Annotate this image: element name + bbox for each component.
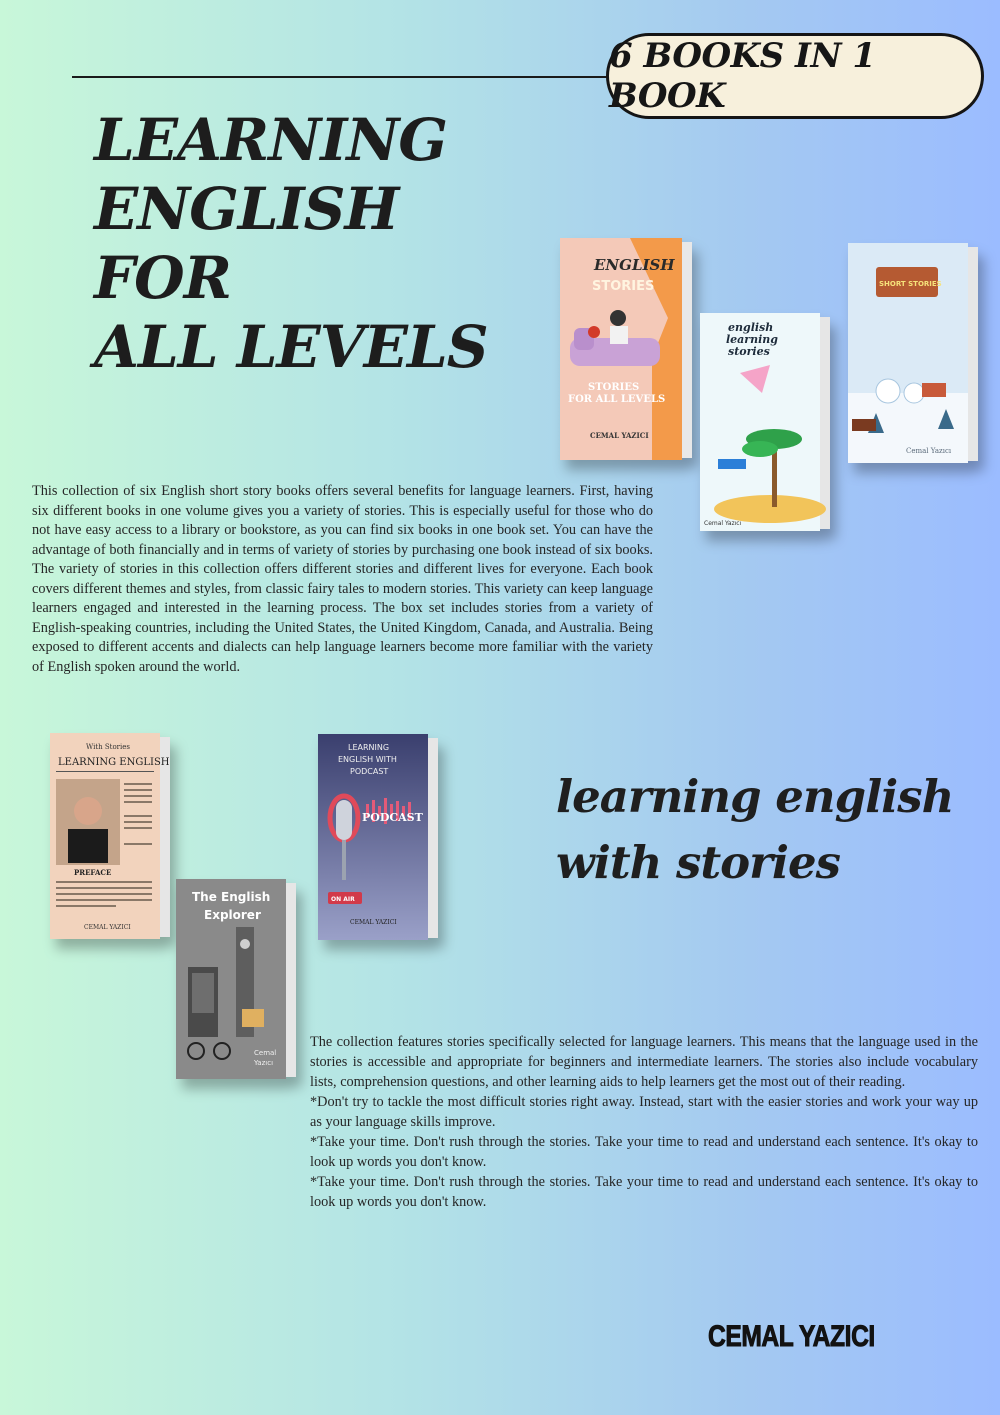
book-podcast-onair: ON AIR xyxy=(331,896,355,903)
book-explorer-line2: Explorer xyxy=(204,908,261,922)
book-learning-line3: stories xyxy=(728,345,770,358)
book-news-preface: PREFACE xyxy=(74,868,112,877)
book-news-title: LEARNING ENGLISH xyxy=(58,757,170,768)
book-english-stories-sub: STORIES xyxy=(592,279,655,294)
book-podcast-label: PODCAST xyxy=(362,811,423,824)
tips-paragraph-2: *Don't try to tackle the most difficult stories right away. Instead, start with the easier stories and work your way up as your language skills improve. xyxy=(310,1094,978,1130)
tips-paragraph-4: *Take your time. Don't rush through the stories. Take your time to read and understand each sentence. It's okay to look up words you don't know. xyxy=(310,1174,978,1210)
book-winter-sign: SHORT STORIES xyxy=(879,280,942,288)
book-winter-author: Cemal Yazıcı xyxy=(906,447,952,455)
main-title-line-2: ENGLISH FOR xyxy=(94,175,399,312)
intro-paragraph: This collection of six English short story books offers several benefits for language learners. First, having six different books in one volume gives you a variety of stories. This is especially useful for those who do not have easy access to a library or bookstore, as you can find six books in one book set. You can have the advantage of both financially and in terms of variety of stories by purchasing one book instead of six books. The variety of stories in this collection offers different stories and different lives for everyone. Each book covers different themes and styles, from classic fairy tales to modern stories. This variety can keep language learners engaged and interested in the learning process. The box set includes stories from a variety of English-speaking countries, including the United States, the United Kingdom, Canada, and Australia. Being exposed to different accents and dialects can help language learners become more familiar with the variety of English spoken around the world. xyxy=(32,483,653,675)
header-rule xyxy=(72,76,617,78)
book-learning-author: Cemal Yazıcı xyxy=(704,520,742,527)
book-podcast-line1: LEARNING xyxy=(348,743,390,752)
book-podcast-line3: PODCAST xyxy=(350,767,389,776)
book-english-stories-line2: FOR ALL LEVELS xyxy=(568,394,666,405)
tips-paragraph-1: The collection features stories specifically selected for language learners. This means that the language used in the stories is accessible and appropriate for beginners and intermediate learners. The stories also include vocabulary lists, comprehension questions, and other learning aids to help learners get the most out of their reading. xyxy=(310,1034,978,1090)
book-learning-english-news xyxy=(50,733,172,939)
book-english-learning-stories xyxy=(700,313,832,531)
book-explorer-author1: Cemal xyxy=(254,1049,277,1057)
book-english-explorer xyxy=(176,879,298,1079)
book-learning-line1: english xyxy=(728,321,774,334)
main-title-line-3: ALL LEVELS xyxy=(94,313,488,381)
tips-paragraph-3: *Take your time. Don't rush through the stories. Take your time to read and understand each sentence. It's okay to look up words you don't know. xyxy=(310,1134,978,1170)
book-podcast-line2: ENGLISH WITH xyxy=(338,755,397,764)
book-english-stories-line1: STORIES xyxy=(588,382,640,393)
main-title xyxy=(94,106,554,382)
book-podcast-author: CEMAL YAZICI xyxy=(350,919,397,926)
tips-section xyxy=(310,1032,978,1212)
book-english-stories-author: CEMAL YAZICI xyxy=(590,431,649,440)
author-name: CEMAL YAZICI xyxy=(708,1320,875,1353)
subtitle-line-1: learning english xyxy=(556,770,954,823)
book-winter-stories xyxy=(848,243,980,463)
books-count-badge: 6 BOOKS IN 1 BOOK xyxy=(606,33,984,119)
book-explorer-author2: Yazıcı xyxy=(254,1059,274,1067)
book-explorer-line1: The English xyxy=(192,890,271,904)
subtitle-line-2: with stories xyxy=(556,836,840,889)
book-news-top: With Stories xyxy=(86,743,130,751)
book-news-author: CEMAL YAZICI xyxy=(84,924,131,931)
book-podcast xyxy=(318,734,440,940)
book-english-stories-title: ENGLISH xyxy=(594,256,675,274)
book-english-stories xyxy=(560,238,694,460)
main-title-line-1: LEARNING xyxy=(94,106,447,174)
book-learning-line2: learning xyxy=(726,333,778,346)
subtitle xyxy=(556,764,976,896)
